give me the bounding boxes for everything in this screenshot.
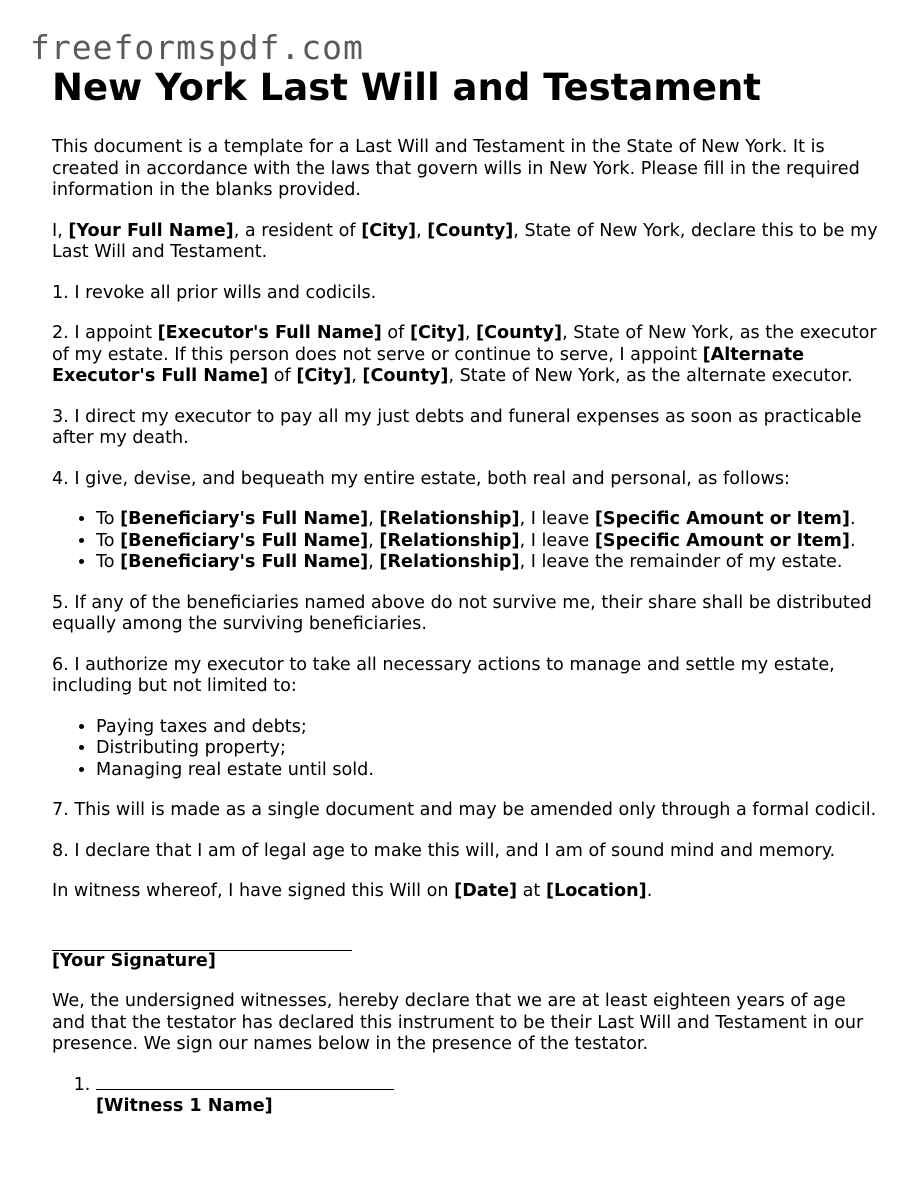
executor-name-placeholder: [Executor's Full Name] (157, 323, 382, 343)
signature-line[interactable] (52, 933, 352, 951)
list-item: • Managing real estate until sold. (96, 760, 882, 782)
list-item: • To [Beneficiary's Full Name], [Relationship], I leave [Specific Amount or Item]. (96, 509, 882, 531)
list-item (96, 1075, 882, 1118)
clause-5: 5. If any of the beneficiaries named above do not survive me, their share shall be distributed equally among the surviving beneficiaries. (52, 592, 872, 634)
alternate-executor-placeholder: [Alternate Executor's Full Name] (52, 344, 805, 386)
list-item: • Paying taxes and debts; (96, 717, 882, 739)
date-placeholder: [Date] (454, 881, 518, 901)
clause-8: 8. I declare that I am of legal age to make this will, and I am of sound mind and memory. (52, 840, 836, 861)
clause-3: 3. I direct my executor to pay all my just debts and funeral expenses as soon as practicable after my death. (52, 406, 862, 448)
executor-county-placeholder: [County] (476, 323, 563, 343)
clause-6: 6. I authorize my executor to take all necessary actions to manage and settle my estate, including but not limited to: (52, 654, 835, 696)
watermark: freeformspdf.com (30, 28, 364, 67)
clause-7: 7. This will is made as a single document and may be amended only through a formal codicil. (52, 800, 877, 820)
county-placeholder: [County] (427, 220, 514, 241)
alternate-city-placeholder: [City] (296, 366, 352, 386)
signature-label: [Your Signature] (52, 950, 216, 971)
intro-paragraph: This document is a template for a Last Will and Testament in the State of New York. It is created in accordance with the laws that govern wills in New York. Please fill in the required information in the blanks provided. (52, 137, 860, 200)
city-placeholder: [City] (361, 220, 417, 241)
full-name-placeholder: [Your Full Name] (68, 220, 234, 241)
witness-name-label: [Witness 1 Name] (96, 1096, 273, 1116)
witness-signature-line[interactable] (96, 1075, 394, 1090)
document-body (52, 64, 882, 1137)
powers-list (52, 717, 882, 782)
alternate-county-placeholder: [County] (362, 366, 449, 386)
signature-block (52, 933, 882, 973)
witness-declaration: We, the undersigned witnesses, hereby declare that we are at least eighteen years of age and that the testator has declared this instrument to be their Last Will and Testament in our presence. We sign our names below in the presence of the testator. (52, 991, 864, 1054)
bequest-list (52, 509, 882, 574)
executor-city-placeholder: [City] (409, 323, 465, 343)
list-item: • To [Beneficiary's Full Name], [Relationship], I leave the remainder of my estate. (96, 552, 882, 574)
list-item: • Distributing property; (96, 738, 882, 760)
witness-list (52, 1075, 882, 1118)
page-title: New York Last Will and Testament (52, 66, 761, 109)
clause-2: 2. I appoint [Executor's Full Name] of [City], [County], State of New York, as the executor of my estate. If this person does not serve or continue to serve, I appoint [Alternate Executor's Full Name] of [City], [County], State of New York, as the alternate executor. (52, 323, 877, 386)
location-placeholder: [Location] (545, 881, 647, 901)
witness-clause: In witness whereof, I have signed this Will on [Date] at [Location]. (52, 881, 653, 901)
clause-1: 1. I revoke all prior wills and codicils. (52, 282, 377, 303)
clause-4: 4. I give, devise, and bequeath my entire estate, both real and personal, as follows: (52, 468, 790, 489)
list-item: • To [Beneficiary's Full Name], [Relationship], I leave [Specific Amount or Item]. (96, 531, 882, 553)
declaration-paragraph: I, [Your Full Name], a resident of [City], [County], State of New York, declare this to be my Last Will and Testament. (52, 220, 878, 262)
